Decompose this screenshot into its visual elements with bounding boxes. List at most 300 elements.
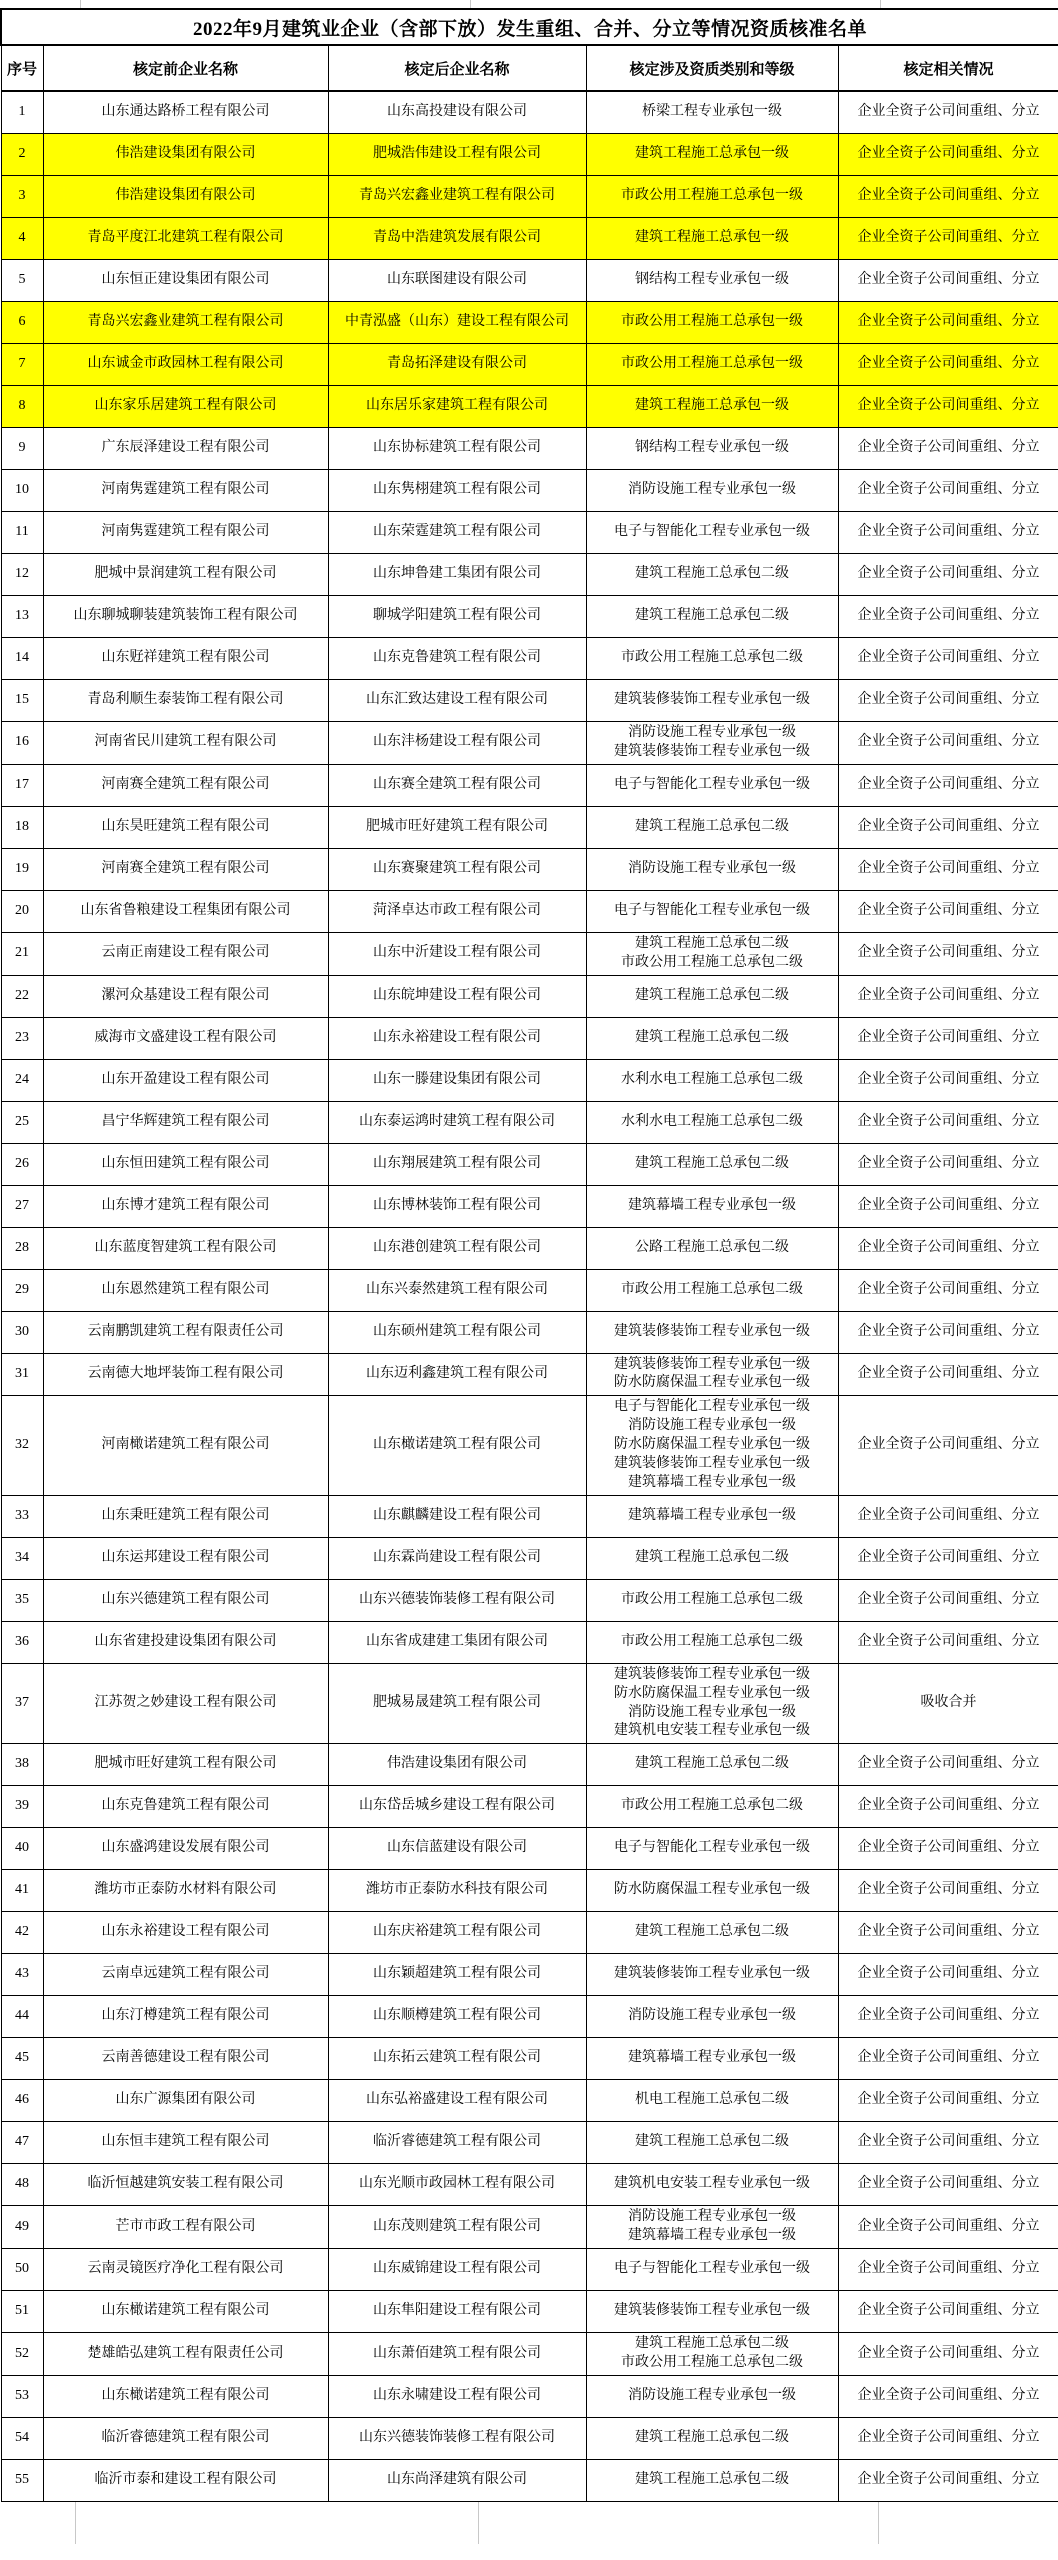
qualification-line: 电子与智能化工程专业承包一级 (614, 902, 810, 918)
row-number-cell: 3 (1, 176, 43, 218)
company-before-cell: 青岛平度江北建筑工程有限公司 (43, 218, 328, 260)
qualifications-cell (586, 1537, 838, 1579)
table-row (1, 1017, 1058, 1059)
qualification-line: 市政公用工程施工总承包一级 (621, 314, 803, 330)
table-row (1, 1870, 1058, 1912)
qualifications-cell (586, 1017, 838, 1059)
table-row (1, 1786, 1058, 1828)
status-cell: 企业全资子公司间重组、分立 (838, 134, 1058, 176)
row-number-cell: 16 (1, 722, 43, 765)
gridline (878, 2502, 879, 2544)
qualification-line: 市政公用工程施工总承包二级 (621, 1633, 803, 1649)
company-after-cell: 山东汇致达建设工程有限公司 (328, 680, 586, 722)
company-before-cell: 山东省建投建设集团有限公司 (43, 1621, 328, 1663)
qualification-line: 电子与智能化工程专业承包一级 (614, 1399, 810, 1415)
company-after-cell: 山东信蓝建设有限公司 (328, 1828, 586, 1870)
qualifications-cell (586, 134, 838, 176)
status-cell: 企业全资子公司间重组、分立 (838, 1353, 1058, 1396)
company-before-cell: 云南卓远建筑工程有限公司 (43, 1954, 328, 1996)
table-row (1, 2459, 1058, 2501)
company-before-cell: 山东开盈建设工程有限公司 (43, 1059, 328, 1101)
column-header-after: 核定后企业名称 (328, 45, 586, 91)
status-cell: 企业全资子公司间重组、分立 (838, 344, 1058, 386)
company-before-cell: 山东秉旺建筑工程有限公司 (43, 1495, 328, 1537)
qualifications-cell (586, 890, 838, 932)
row-number-cell: 38 (1, 1744, 43, 1786)
row-number-cell: 1 (1, 91, 43, 134)
company-after-cell: 肥城易晟建筑工程有限公司 (328, 1663, 586, 1744)
company-after-cell: 山东茂则建筑工程有限公司 (328, 2206, 586, 2249)
row-number-cell: 31 (1, 1353, 43, 1396)
company-after-cell: 山东克鲁建筑工程有限公司 (328, 638, 586, 680)
qualifications-cell (586, 386, 838, 428)
table-row (1, 260, 1058, 302)
status-cell: 企业全资子公司间重组、分立 (838, 218, 1058, 260)
status-cell: 企业全资子公司间重组、分立 (838, 638, 1058, 680)
company-after-cell: 山东沣杨建设工程有限公司 (328, 722, 586, 765)
status-cell: 企业全资子公司间重组、分立 (838, 91, 1058, 134)
qualification-line: 建筑装修装饰工程专业承包一级 (614, 1356, 810, 1372)
company-before-cell: 云南灵镜医疗净化工程有限公司 (43, 2249, 328, 2291)
gridline (75, 2502, 76, 2544)
table-row (1, 1311, 1058, 1353)
table-row (1, 1663, 1058, 1744)
company-after-cell: 伟浩建设集团有限公司 (328, 1744, 586, 1786)
row-number-cell: 24 (1, 1059, 43, 1101)
table-row (1, 2249, 1058, 2291)
qualifications-cell (586, 1870, 838, 1912)
company-after-cell: 山东皖坤建设工程有限公司 (328, 975, 586, 1017)
table-row (1, 1996, 1058, 2038)
company-after-cell: 山东顺樽建筑工程有限公司 (328, 1996, 586, 2038)
row-number-cell: 26 (1, 1143, 43, 1185)
status-cell: 企业全资子公司间重组、分立 (838, 1870, 1058, 1912)
company-before-cell: 山东家乐居建筑工程有限公司 (43, 386, 328, 428)
status-cell: 企业全资子公司间重组、分立 (838, 1954, 1058, 1996)
row-number-cell: 40 (1, 1828, 43, 1870)
table-row (1, 2122, 1058, 2164)
qualification-line: 消防设施工程专业承包一级 (628, 860, 796, 876)
table-row (1, 890, 1058, 932)
qualifications-cell (586, 1101, 838, 1143)
company-before-cell: 山东盛鸿建设发展有限公司 (43, 1828, 328, 1870)
status-cell: 企业全资子公司间重组、分立 (838, 176, 1058, 218)
status-cell: 企业全资子公司间重组、分立 (838, 890, 1058, 932)
status-cell: 企业全资子公司间重组、分立 (838, 2249, 1058, 2291)
gridline (470, 0, 471, 8)
row-number-cell: 53 (1, 2375, 43, 2417)
row-number-cell: 30 (1, 1311, 43, 1353)
qualifications-cell (586, 1059, 838, 1101)
qualification-line: 市政公用工程施工总承包一级 (621, 188, 803, 204)
qualification-line: 建筑机电安装工程专业承包一级 (614, 2176, 810, 2192)
row-number-cell: 48 (1, 2164, 43, 2206)
gridline (880, 0, 881, 8)
qualification-line: 建筑幕墙工程专业承包一级 (628, 1197, 796, 1213)
qualification-line: 市政公用工程施工总承包二级 (621, 650, 803, 666)
qualification-line: 建筑工程施工总承包一级 (635, 230, 789, 246)
qualifications-cell (586, 1996, 838, 2038)
row-number-cell: 18 (1, 806, 43, 848)
qualifications-cell (586, 2080, 838, 2122)
approval-list-table (0, 8, 1058, 2502)
table-row (1, 2417, 1058, 2459)
row-number-cell: 14 (1, 638, 43, 680)
qualification-line: 钢结构工程专业承包一级 (635, 440, 789, 456)
gridline-stub-top (0, 0, 1058, 8)
company-after-cell: 山东颖超建筑工程有限公司 (328, 1954, 586, 1996)
row-number-cell: 42 (1, 1912, 43, 1954)
company-before-cell: 山东恒丰建筑工程有限公司 (43, 2122, 328, 2164)
qualifications-cell (586, 596, 838, 638)
company-before-cell: 楚雄皓弘建筑工程有限责任公司 (43, 2333, 328, 2376)
company-after-cell: 山东泰运鸿时建筑工程有限公司 (328, 1101, 586, 1143)
company-after-cell: 山东坤鲁建工集团有限公司 (328, 554, 586, 596)
status-cell: 企业全资子公司间重组、分立 (838, 722, 1058, 765)
company-after-cell: 山东居乐家建筑工程有限公司 (328, 386, 586, 428)
status-cell: 企业全资子公司间重组、分立 (838, 764, 1058, 806)
company-after-cell: 山东麒麟建设工程有限公司 (328, 1495, 586, 1537)
table-row (1, 302, 1058, 344)
qualification-line: 建筑工程施工总承包二级 (635, 1029, 789, 1045)
qualification-line: 建筑装修装饰工程专业承包一级 (614, 1966, 810, 1982)
qualifications-cell (586, 2333, 838, 2376)
row-number-cell: 7 (1, 344, 43, 386)
company-after-cell: 山东协标建筑工程有限公司 (328, 428, 586, 470)
qualifications-cell (586, 2038, 838, 2080)
company-after-cell: 山东港创建筑工程有限公司 (328, 1227, 586, 1269)
status-cell: 企业全资子公司间重组、分立 (838, 260, 1058, 302)
company-before-cell: 河南隽霆建筑工程有限公司 (43, 470, 328, 512)
company-after-cell: 山东光顺市政园林工程有限公司 (328, 2164, 586, 2206)
company-after-cell: 山东兴德装饰装修工程有限公司 (328, 1579, 586, 1621)
status-cell: 企业全资子公司间重组、分立 (838, 1621, 1058, 1663)
table-row (1, 134, 1058, 176)
row-number-cell: 11 (1, 512, 43, 554)
company-after-cell: 肥城浩伟建设工程有限公司 (328, 134, 586, 176)
qualification-line: 建筑幕墙工程专业承包一级 (628, 2228, 796, 2244)
table-row (1, 975, 1058, 1017)
company-after-cell: 山东省成建建工集团有限公司 (328, 1621, 586, 1663)
qualifications-cell (586, 1954, 838, 1996)
company-after-cell: 山东隽栩建筑工程有限公司 (328, 470, 586, 512)
table-row (1, 848, 1058, 890)
qualification-line: 建筑装修装饰工程专业承包一级 (614, 1323, 810, 1339)
row-number-cell: 32 (1, 1396, 43, 1495)
qualification-line: 电子与智能化工程专业承包一级 (614, 524, 810, 540)
company-before-cell: 芒市市政工程有限公司 (43, 2206, 328, 2249)
qualification-line: 钢结构工程专业承包一级 (635, 272, 789, 288)
qualifications-cell (586, 1579, 838, 1621)
table-row (1, 1621, 1058, 1663)
qualification-line: 消防设施工程专业承包一级 (628, 1704, 796, 1720)
table-row (1, 2038, 1058, 2080)
qualifications-cell (586, 1227, 838, 1269)
qualifications-cell (586, 2417, 838, 2459)
company-before-cell: 山东兴德建筑工程有限公司 (43, 1579, 328, 1621)
qualification-line: 防水防腐保温工程专业承包一级 (614, 1882, 810, 1898)
company-after-cell: 山东橄诺建筑工程有限公司 (328, 1396, 586, 1495)
company-after-cell: 聊城学阳建筑工程有限公司 (328, 596, 586, 638)
row-number-cell: 21 (1, 932, 43, 975)
row-number-cell: 5 (1, 260, 43, 302)
company-before-cell: 河南橄诺建筑工程有限公司 (43, 1396, 328, 1495)
status-cell: 企业全资子公司间重组、分立 (838, 1269, 1058, 1311)
status-cell: 企业全资子公司间重组、分立 (838, 1143, 1058, 1185)
qualifications-cell (586, 1828, 838, 1870)
row-number-cell: 10 (1, 470, 43, 512)
qualifications-cell (586, 554, 838, 596)
company-before-cell: 临沂睿德建筑工程有限公司 (43, 2417, 328, 2459)
row-number-cell: 39 (1, 1786, 43, 1828)
qualifications-cell (586, 512, 838, 554)
status-cell: 企业全资子公司间重组、分立 (838, 1996, 1058, 2038)
qualifications-cell (586, 1495, 838, 1537)
qualification-line: 建筑工程施工总承包二级 (635, 608, 789, 624)
qualification-line: 建筑工程施工总承包二级 (635, 2429, 789, 2445)
status-cell: 企业全资子公司间重组、分立 (838, 1059, 1058, 1101)
company-before-cell: 河南省民川建筑工程有限公司 (43, 722, 328, 765)
status-cell: 企业全资子公司间重组、分立 (838, 848, 1058, 890)
qualifications-cell (586, 1185, 838, 1227)
gridline (478, 2502, 479, 2544)
qualifications-cell (586, 176, 838, 218)
row-number-cell: 4 (1, 218, 43, 260)
qualifications-cell (586, 2164, 838, 2206)
row-number-cell: 25 (1, 1101, 43, 1143)
table-row (1, 2291, 1058, 2333)
row-number-cell: 45 (1, 2038, 43, 2080)
row-number-cell: 54 (1, 2417, 43, 2459)
table-row (1, 428, 1058, 470)
qualification-line: 水利水电工程施工总承包二级 (621, 1113, 803, 1129)
company-after-cell: 山东高投建设有限公司 (328, 91, 586, 134)
status-cell: 企业全资子公司间重组、分立 (838, 1744, 1058, 1786)
company-after-cell: 山东隼阳建设工程有限公司 (328, 2291, 586, 2333)
row-number-cell: 47 (1, 2122, 43, 2164)
company-before-cell: 山东运邦建设工程有限公司 (43, 1537, 328, 1579)
company-after-cell: 山东联图建设有限公司 (328, 260, 586, 302)
company-before-cell: 肥城市旺好建筑工程有限公司 (43, 1744, 328, 1786)
company-before-cell: 漯河众基建设工程有限公司 (43, 975, 328, 1017)
qualification-line: 建筑工程施工总承包二级 (635, 1155, 789, 1171)
status-cell: 企业全资子公司间重组、分立 (838, 2080, 1058, 2122)
company-before-cell: 云南善德建设工程有限公司 (43, 2038, 328, 2080)
status-cell: 企业全资子公司间重组、分立 (838, 1396, 1058, 1495)
column-header-before: 核定前企业名称 (43, 45, 328, 91)
company-before-cell: 云南德大地坪装饰工程有限公司 (43, 1353, 328, 1396)
qualification-line: 防水防腐保温工程专业承包一级 (614, 1375, 810, 1391)
row-number-cell: 41 (1, 1870, 43, 1912)
table-row (1, 2164, 1058, 2206)
row-number-cell: 20 (1, 890, 43, 932)
company-after-cell: 山东迈利鑫建筑工程有限公司 (328, 1353, 586, 1396)
status-cell: 企业全资子公司间重组、分立 (838, 2375, 1058, 2417)
status-cell: 企业全资子公司间重组、分立 (838, 1579, 1058, 1621)
qualification-line: 建筑工程施工总承包二级 (635, 818, 789, 834)
company-before-cell: 云南鹏凯建筑工程有限责任公司 (43, 1311, 328, 1353)
table-row (1, 1828, 1058, 1870)
status-cell: 企业全资子公司间重组、分立 (838, 596, 1058, 638)
status-cell: 企业全资子公司间重组、分立 (838, 470, 1058, 512)
status-cell: 企业全资子公司间重组、分立 (838, 302, 1058, 344)
column-header-status: 核定相关情况 (838, 45, 1058, 91)
company-after-cell: 山东威锦建设工程有限公司 (328, 2249, 586, 2291)
row-number-cell: 19 (1, 848, 43, 890)
qualification-line: 消防设施工程专业承包一级 (628, 2209, 796, 2225)
qualifications-cell (586, 1396, 838, 1495)
table-row (1, 470, 1058, 512)
company-before-cell: 临沂恒越建筑安装工程有限公司 (43, 2164, 328, 2206)
status-cell: 企业全资子公司间重组、分立 (838, 2459, 1058, 2501)
qualification-line: 市政公用工程施工总承包二级 (621, 2355, 803, 2371)
table-row (1, 91, 1058, 134)
company-before-cell: 山东诚金市政园林工程有限公司 (43, 344, 328, 386)
table-row (1, 722, 1058, 765)
table-row (1, 1101, 1058, 1143)
qualifications-cell (586, 680, 838, 722)
table-row (1, 764, 1058, 806)
company-before-cell: 昌宁华辉建筑工程有限公司 (43, 1101, 328, 1143)
column-header-no: 序号 (1, 45, 43, 91)
qualifications-cell (586, 848, 838, 890)
status-cell: 企业全资子公司间重组、分立 (838, 1227, 1058, 1269)
company-after-cell: 山东翔展建筑工程有限公司 (328, 1143, 586, 1185)
qualifications-cell (586, 1663, 838, 1744)
company-before-cell: 青岛利顺生泰装饰工程有限公司 (43, 680, 328, 722)
company-before-cell: 山东省鲁粮建设工程集团有限公司 (43, 890, 328, 932)
qualification-line: 机电工程施工总承包二级 (635, 2092, 789, 2108)
row-number-cell: 33 (1, 1495, 43, 1537)
company-before-cell: 山东恒田建筑工程有限公司 (43, 1143, 328, 1185)
status-cell: 企业全资子公司间重组、分立 (838, 2291, 1058, 2333)
company-before-cell: 山东橄诺建筑工程有限公司 (43, 2291, 328, 2333)
row-number-cell: 29 (1, 1269, 43, 1311)
table-row (1, 2080, 1058, 2122)
company-before-cell: 河南赛全建筑工程有限公司 (43, 764, 328, 806)
qualification-line: 建筑机电安装工程专业承包一级 (614, 1723, 810, 1739)
qualifications-cell (586, 1786, 838, 1828)
qualification-line: 消防设施工程专业承包一级 (628, 725, 796, 740)
status-cell: 企业全资子公司间重组、分立 (838, 2206, 1058, 2249)
company-before-cell: 肥城中景润建筑工程有限公司 (43, 554, 328, 596)
qualifications-cell (586, 91, 838, 134)
table-row (1, 1143, 1058, 1185)
qualification-line: 建筑工程施工总承包二级 (635, 1924, 789, 1940)
status-cell: 企业全资子公司间重组、分立 (838, 1185, 1058, 1227)
table-row (1, 1353, 1058, 1396)
table-row (1, 554, 1058, 596)
row-number-cell: 35 (1, 1579, 43, 1621)
company-after-cell: 山东拓云建筑工程有限公司 (328, 2038, 586, 2080)
company-before-cell: 山东广源集团有限公司 (43, 2080, 328, 2122)
table-row (1, 2333, 1058, 2376)
company-after-cell: 中青泓盛（山东）建设工程有限公司 (328, 302, 586, 344)
qualifications-cell (586, 2375, 838, 2417)
row-number-cell: 27 (1, 1185, 43, 1227)
row-number-cell: 55 (1, 2459, 43, 2501)
row-number-cell: 51 (1, 2291, 43, 2333)
qualification-line: 建筑装修装饰工程专业承包一级 (614, 1456, 810, 1472)
qualification-line: 建筑幕墙工程专业承包一级 (628, 1474, 796, 1490)
company-before-cell: 山东汀樽建筑工程有限公司 (43, 1996, 328, 2038)
status-cell: 企业全资子公司间重组、分立 (838, 680, 1058, 722)
row-number-cell: 23 (1, 1017, 43, 1059)
company-before-cell: 山东通达路桥工程有限公司 (43, 91, 328, 134)
qualification-line: 公路工程施工总承包二级 (635, 1239, 789, 1255)
status-cell: 企业全资子公司间重组、分立 (838, 1537, 1058, 1579)
qualification-line: 建筑装修装饰工程专业承包一级 (614, 743, 810, 759)
qualifications-cell (586, 470, 838, 512)
status-cell: 企业全资子公司间重组、分立 (838, 975, 1058, 1017)
company-after-cell: 山东兴泰然建筑工程有限公司 (328, 1269, 586, 1311)
qualifications-cell (586, 975, 838, 1017)
qualifications-cell (586, 2206, 838, 2249)
qualifications-cell (586, 218, 838, 260)
table-row (1, 1537, 1058, 1579)
company-after-cell: 山东博林装饰工程有限公司 (328, 1185, 586, 1227)
company-before-cell: 山东聊城聊装建筑装饰工程有限公司 (43, 596, 328, 638)
company-after-cell: 山东萧佰建筑工程有限公司 (328, 2333, 586, 2376)
status-cell: 企业全资子公司间重组、分立 (838, 932, 1058, 975)
table-row (1, 1227, 1058, 1269)
table-row (1, 218, 1058, 260)
company-after-cell: 山东中沂建设工程有限公司 (328, 932, 586, 975)
table-row (1, 1954, 1058, 1996)
qualification-line: 建筑工程施工总承包二级 (635, 935, 789, 951)
company-before-cell: 临沂市泰和建设工程有限公司 (43, 2459, 328, 2501)
company-before-cell: 山东克鲁建筑工程有限公司 (43, 1786, 328, 1828)
status-cell: 企业全资子公司间重组、分立 (838, 1101, 1058, 1143)
company-after-cell: 山东赛全建筑工程有限公司 (328, 764, 586, 806)
company-after-cell: 青岛兴宏鑫业建筑工程有限公司 (328, 176, 586, 218)
status-cell: 企业全资子公司间重组、分立 (838, 428, 1058, 470)
row-number-cell: 52 (1, 2333, 43, 2376)
qualification-line: 建筑工程施工总承包二级 (635, 987, 789, 1003)
qualification-line: 消防设施工程专业承包一级 (628, 482, 796, 498)
company-after-cell: 山东岱岳城乡建设工程有限公司 (328, 1786, 586, 1828)
table-row (1, 1912, 1058, 1954)
company-before-cell: 威海市文盛建设工程有限公司 (43, 1017, 328, 1059)
row-number-cell: 8 (1, 386, 43, 428)
company-after-cell: 山东永裕建设工程有限公司 (328, 1017, 586, 1059)
qualification-line: 消防设施工程专业承包一级 (628, 1418, 796, 1434)
company-after-cell: 山东兴德装饰装修工程有限公司 (328, 2417, 586, 2459)
company-after-cell: 青岛中浩建筑发展有限公司 (328, 218, 586, 260)
status-cell: 企业全资子公司间重组、分立 (838, 386, 1058, 428)
table-row (1, 344, 1058, 386)
company-after-cell: 肥城市旺好建筑工程有限公司 (328, 806, 586, 848)
gridline (80, 0, 81, 8)
row-number-cell: 34 (1, 1537, 43, 1579)
table-row (1, 386, 1058, 428)
company-after-cell: 山东赛聚建筑工程有限公司 (328, 848, 586, 890)
table-row (1, 512, 1058, 554)
qualifications-cell (586, 428, 838, 470)
status-cell: 企业全资子公司间重组、分立 (838, 1828, 1058, 1870)
status-cell: 企业全资子公司间重组、分立 (838, 2417, 1058, 2459)
qualification-line: 建筑装修装饰工程专业承包一级 (614, 2303, 810, 2319)
qualification-line: 建筑装修装饰工程专业承包一级 (614, 692, 810, 708)
qualification-line: 市政公用工程施工总承包一级 (621, 356, 803, 372)
row-number-cell: 6 (1, 302, 43, 344)
status-cell: 企业全资子公司间重组、分立 (838, 2164, 1058, 2206)
qualification-line: 建筑幕墙工程专业承包一级 (628, 2050, 796, 2066)
qualifications-cell (586, 638, 838, 680)
table-row (1, 176, 1058, 218)
qualifications-cell (586, 2291, 838, 2333)
company-before-cell: 伟浩建设集团有限公司 (43, 134, 328, 176)
